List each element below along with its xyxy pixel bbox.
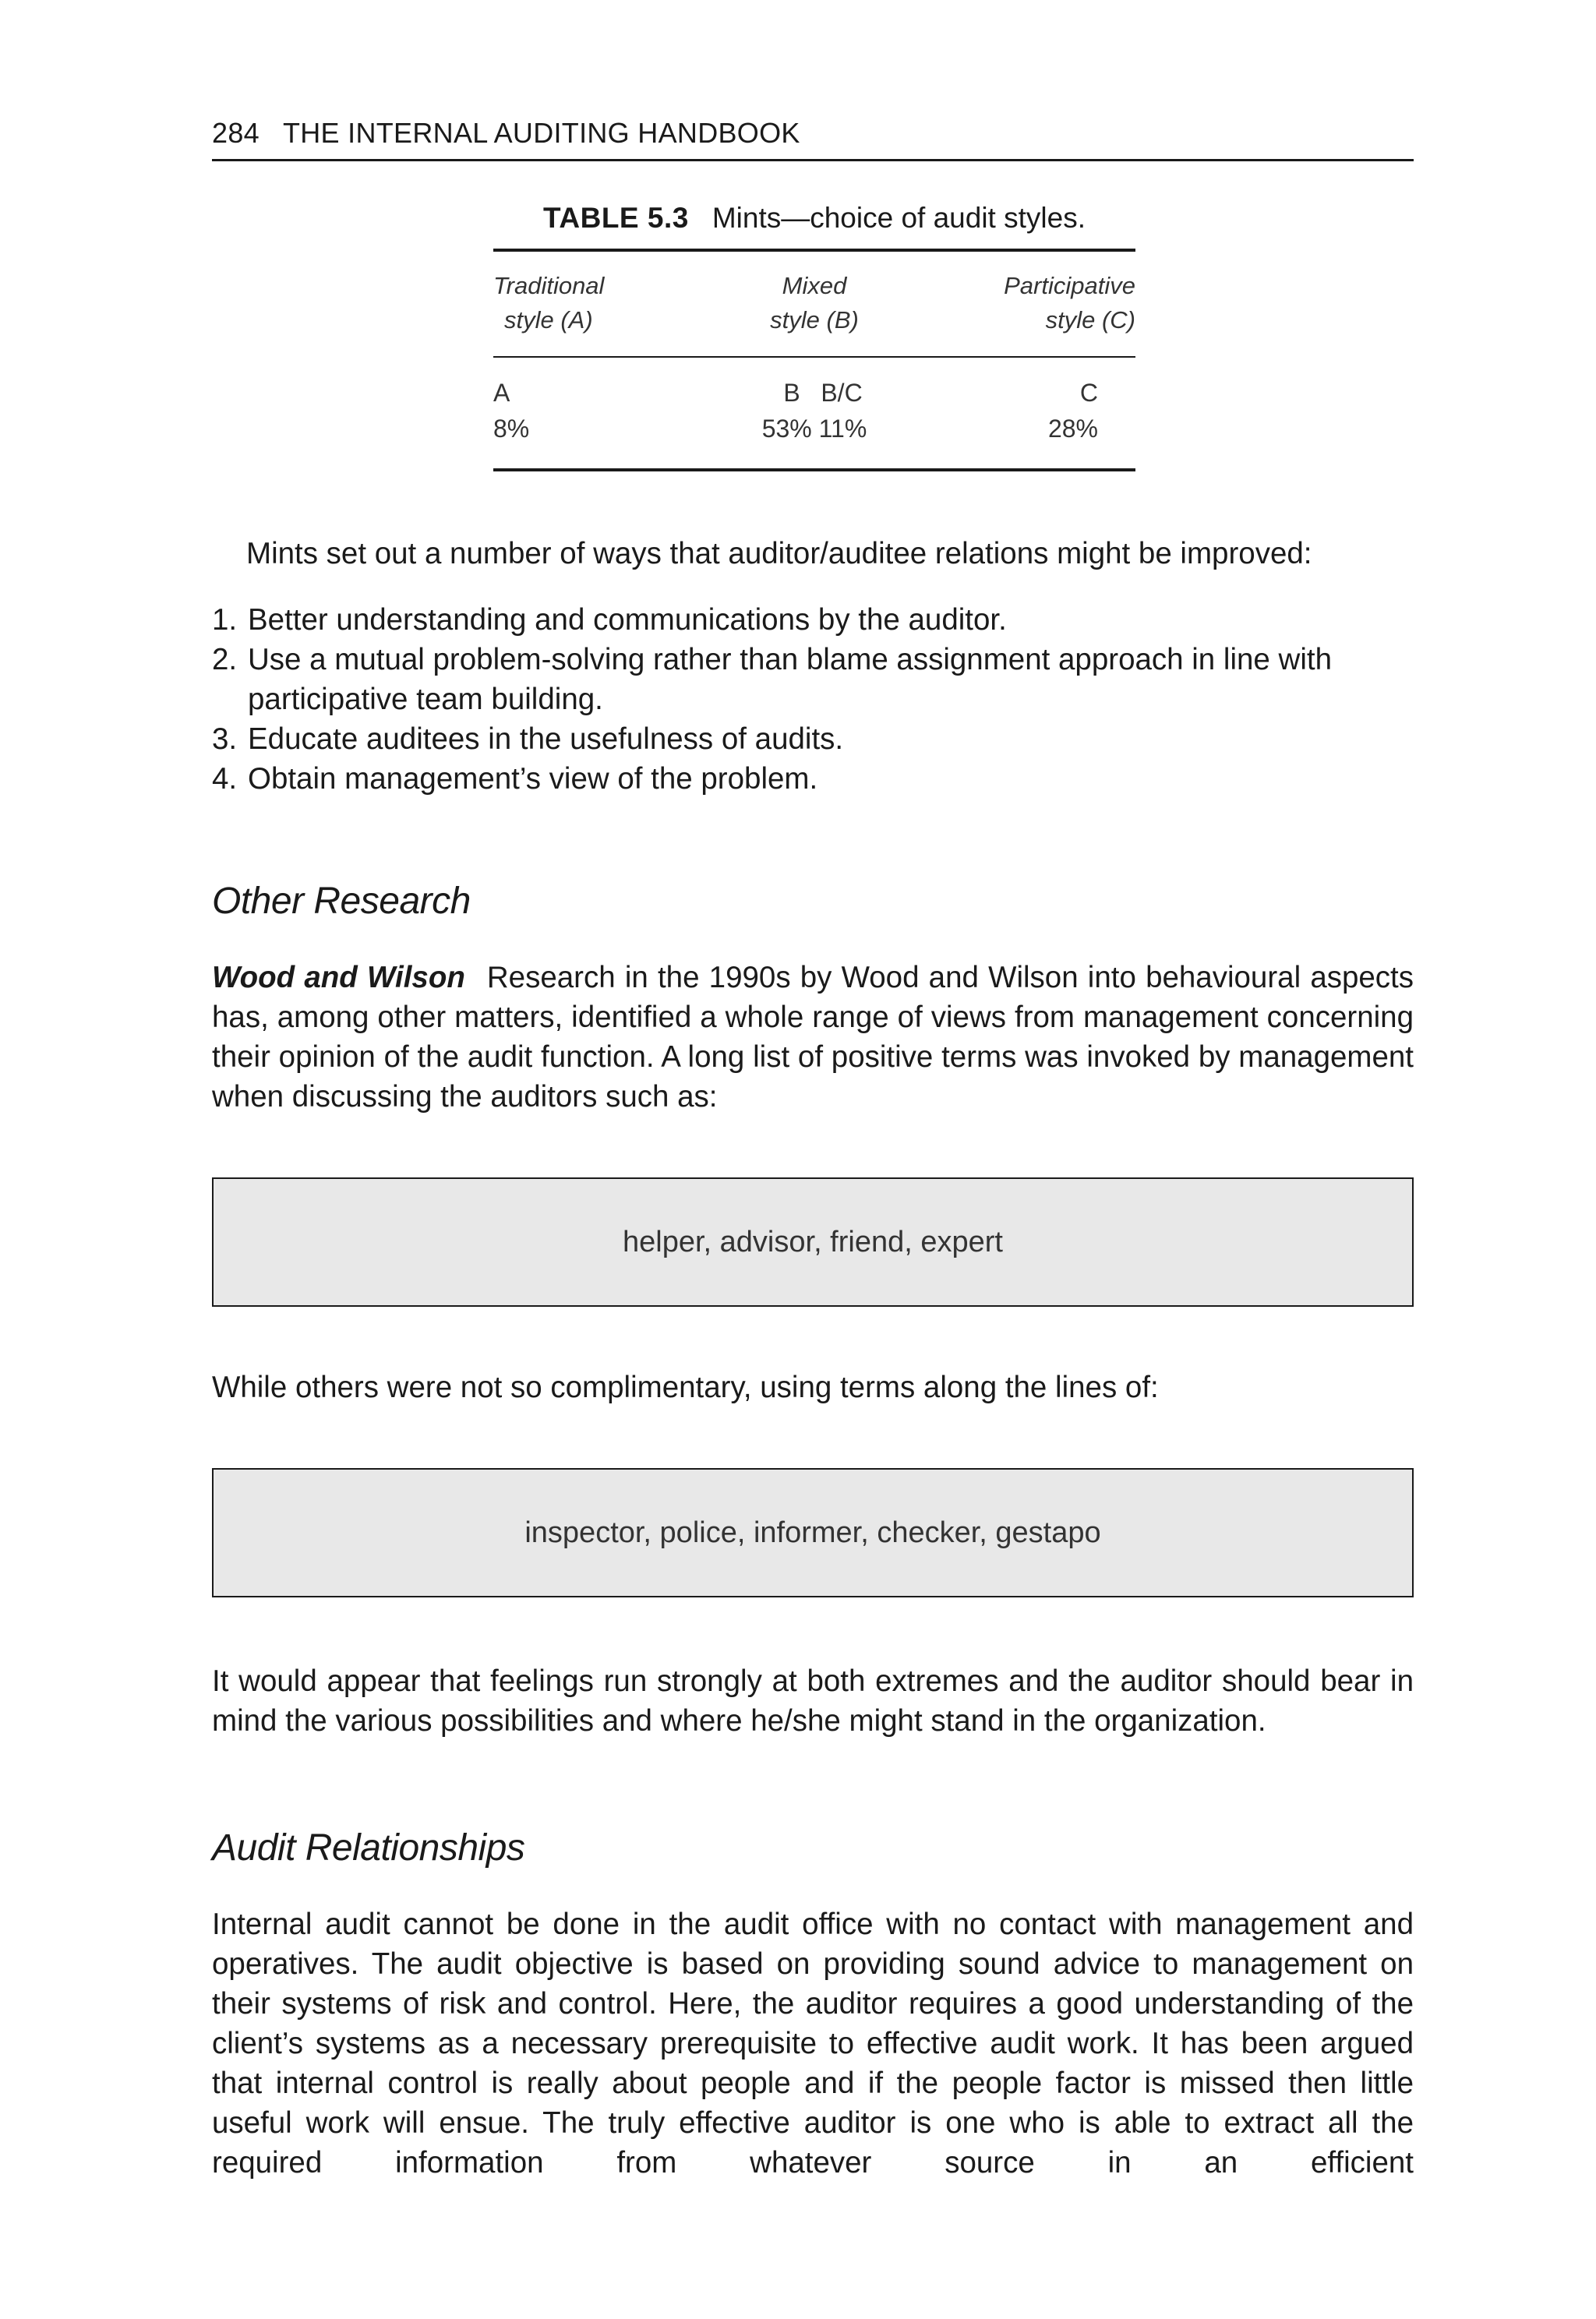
list-item: 3. Educate auditees in the usefulness of audits.	[212, 722, 844, 756]
book-title: THE INTERNAL AUDITING HANDBOOK	[282, 117, 800, 149]
table-bottom-rule	[493, 468, 1135, 471]
wood-wilson-paragraph: Wood and Wilson Research in the 1990s by Wood and Wilson into behavioural aspects has, among other matters, identified a whole range of views from management concerning their opinion of the audit function. A long list of positive terms was invoked by management when discussing the auditors such as:	[212, 961, 1414, 1114]
table-5-3	[493, 202, 1135, 471]
running-head	[212, 117, 1414, 161]
table-number: TABLE 5.3	[543, 202, 689, 234]
table-cell: 8%	[493, 415, 530, 443]
table-cell: B B/C	[783, 379, 863, 407]
table-body	[493, 358, 1135, 468]
table-caption	[493, 202, 1135, 235]
table-column	[708, 375, 922, 447]
table-column	[921, 375, 1135, 447]
intro-paragraph: Mints set out a number of ways that auditor/auditee relations might be improved:	[246, 537, 1312, 570]
page	[212, 117, 1414, 2183]
transition-paragraph: While others were not so complimentary, using terms along the lines of:	[212, 1371, 1159, 1404]
table-header-cell: Mixed style (B)	[770, 272, 859, 334]
conclusion-paragraph: It would appear that feelings run strongly at both extremes and the auditor should bear in mind the various possibilities and where he/she might stand in the organization.	[212, 1664, 1414, 1738]
table-cell: A	[493, 379, 510, 407]
table-header-row	[493, 252, 1135, 356]
table-header-cell: Participative style (C)	[1004, 272, 1135, 334]
heading-audit-relationships: Audit Relationships	[212, 1827, 525, 1869]
list-item: 1. Better understanding and communications by the auditor.	[212, 603, 1007, 637]
table-caption-text: Mints—choice of audit styles.	[711, 202, 1086, 234]
heading-other-research: Other Research	[212, 881, 471, 922]
list-item: 4. Obtain management’s view of the problem.	[212, 762, 818, 796]
table-cell: C	[1079, 379, 1098, 407]
table-header-cell: Traditional style (A)	[493, 272, 605, 334]
table-cell: 28%	[1047, 415, 1098, 443]
table-cell: 53% 11%	[761, 415, 867, 443]
improvement-list	[212, 600, 1414, 799]
audit-relationships-paragraph: Internal audit cannot be done in the audit office with no contact with management and operatives. The audit objective is based on providing sound advice to management on their systems of risk and control. Here, the auditor requires a good understanding of the client’s systems as a necessary prerequisite to effective audit work. It has been argued that internal control is really about people and if the people factor is missed then little useful work will ensue. The truly effective auditor is one who is able to extract all the required information from whatever source in an efficient	[212, 1908, 1414, 2180]
positive-terms-box: helper, advisor, friend, expert	[212, 1177, 1414, 1307]
list-item: 2. Use a mutual problem-solving rather than blame assignment approach in line with participative team building.	[212, 643, 1333, 716]
runin-heading: Wood and Wilson	[212, 961, 465, 994]
page-number: 284	[212, 117, 260, 149]
table-column	[493, 375, 708, 447]
negative-terms-box: inspector, police, informer, checker, gestapo	[212, 1468, 1414, 1597]
